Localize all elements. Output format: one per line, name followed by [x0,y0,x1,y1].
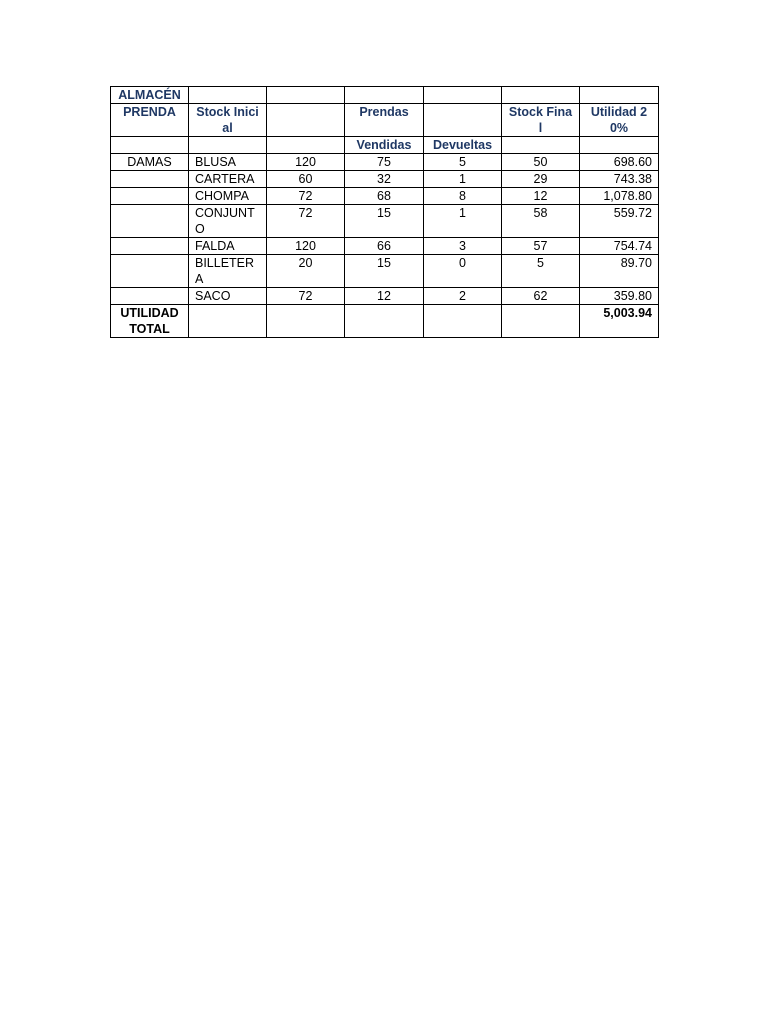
utilidad-cell: 89.70 [580,255,659,288]
empty-cell [267,87,345,104]
vendidas-cell: 32 [345,171,424,188]
item-cell: CONJUNTO [189,205,267,238]
empty-cell [267,305,345,338]
stock-inicial-cell: 72 [267,205,345,238]
stock-final-cell: 62 [502,288,580,305]
vendidas-cell: 12 [345,288,424,305]
category-cell [111,288,189,305]
item-cell: CARTERA [189,171,267,188]
header-devueltas: Devueltas [424,137,502,154]
stock-final-cell: 12 [502,188,580,205]
table-row [111,154,659,171]
data-rows [111,154,659,305]
vendidas-cell: 15 [345,205,424,238]
empty-cell [424,104,502,137]
table-row [111,171,659,188]
vendidas-cell: 75 [345,154,424,171]
header-stock-final: Stock Final [502,104,580,137]
table-row [111,255,659,288]
empty-cell [345,87,424,104]
table-row [111,188,659,205]
stock-inicial-cell: 60 [267,171,345,188]
stock-final-cell: 57 [502,238,580,255]
vendidas-cell: 15 [345,255,424,288]
empty-cell [189,87,267,104]
inventory-table [110,86,659,338]
header-row [111,104,659,137]
empty-cell [345,305,424,338]
item-cell: SACO [189,288,267,305]
empty-cell [267,137,345,154]
devueltas-cell: 1 [424,171,502,188]
empty-cell [502,87,580,104]
utilidad-cell: 359.80 [580,288,659,305]
empty-cell [502,137,580,154]
empty-cell [580,137,659,154]
total-label: UTILIDAD TOTAL [111,305,189,338]
stock-inicial-cell: 72 [267,288,345,305]
table-row [111,238,659,255]
subheader-row [111,137,659,154]
table-row [111,205,659,238]
item-cell: FALDA [189,238,267,255]
utilidad-cell: 743.38 [580,171,659,188]
devueltas-cell: 0 [424,255,502,288]
stock-inicial-cell: 20 [267,255,345,288]
empty-cell [580,87,659,104]
header-stock-inicial: Stock Inicial [189,104,267,137]
stock-final-cell: 50 [502,154,580,171]
category-cell [111,171,189,188]
vendidas-cell: 68 [345,188,424,205]
devueltas-cell: 5 [424,154,502,171]
table-row [111,288,659,305]
utilidad-cell: 559.72 [580,205,659,238]
utilidad-cell: 754.74 [580,238,659,255]
category-cell [111,255,189,288]
vendidas-cell: 66 [345,238,424,255]
utilidad-cell: 1,078.80 [580,188,659,205]
item-cell: BILLETERA [189,255,267,288]
stock-inicial-cell: 120 [267,154,345,171]
empty-cell [267,104,345,137]
devueltas-cell: 3 [424,238,502,255]
title-cell: ALMACÉN [111,87,189,104]
empty-cell [111,137,189,154]
stock-final-cell: 58 [502,205,580,238]
stock-final-cell: 29 [502,171,580,188]
stock-final-cell: 5 [502,255,580,288]
header-prenda: PRENDA [111,104,189,137]
category-cell: DAMAS [111,154,189,171]
total-row [111,305,659,338]
stock-inicial-cell: 72 [267,188,345,205]
devueltas-cell: 8 [424,188,502,205]
stock-inicial-cell: 120 [267,238,345,255]
item-cell: CHOMPA [189,188,267,205]
header-vendidas: Vendidas [345,137,424,154]
empty-cell [502,305,580,338]
empty-cell [189,137,267,154]
empty-cell [424,305,502,338]
empty-cell [189,305,267,338]
category-cell [111,188,189,205]
total-value: 5,003.94 [580,305,659,338]
category-cell [111,205,189,238]
header-utilidad: Utilidad 20% [580,104,659,137]
item-cell: BLUSA [189,154,267,171]
empty-cell [424,87,502,104]
utilidad-cell: 698.60 [580,154,659,171]
devueltas-cell: 2 [424,288,502,305]
title-row [111,87,659,104]
devueltas-cell: 1 [424,205,502,238]
category-cell [111,238,189,255]
header-prendas: Prendas [345,104,424,137]
